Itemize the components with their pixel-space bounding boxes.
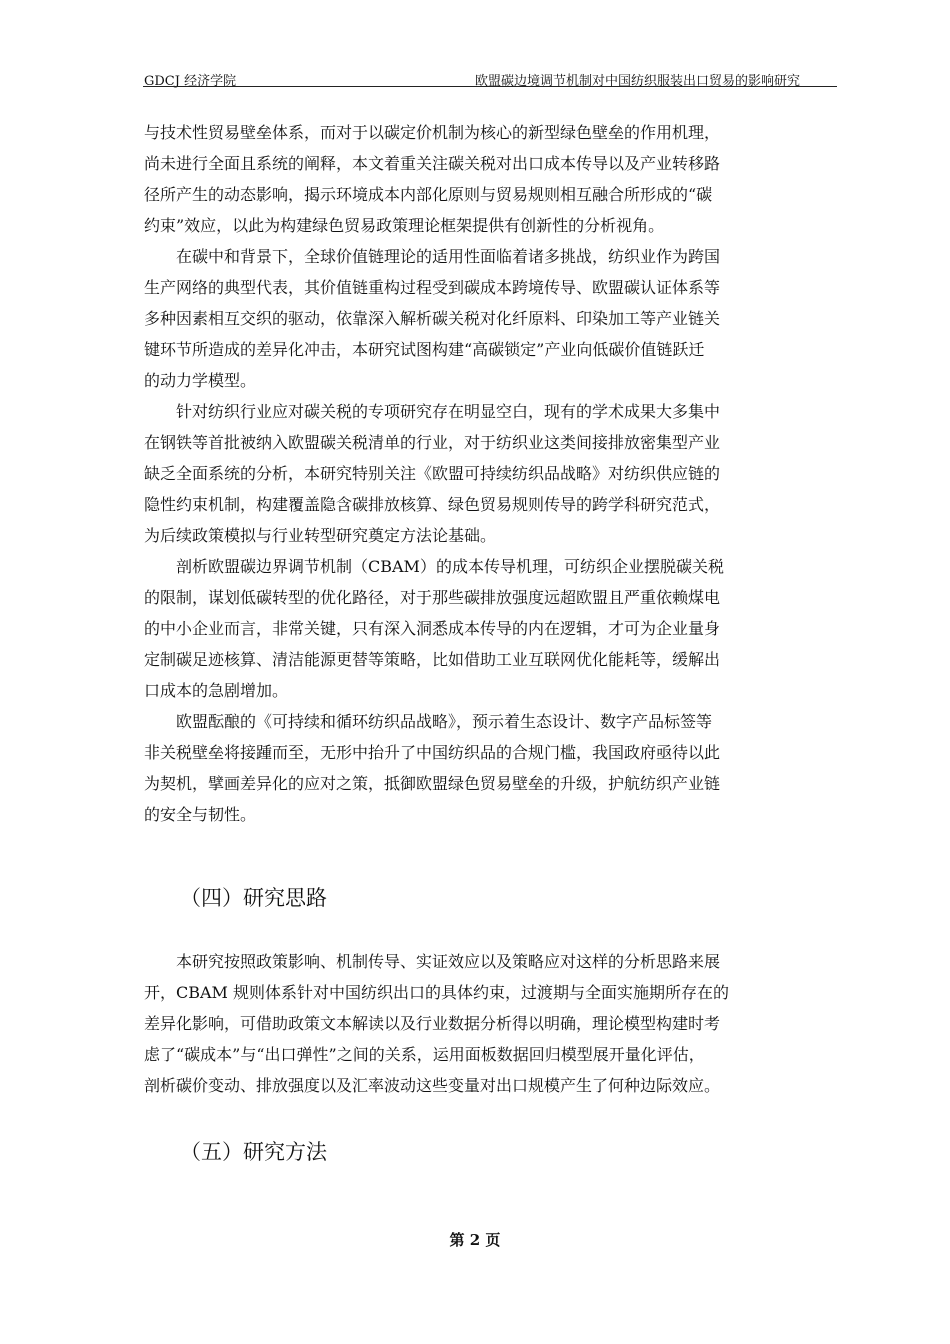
text-line: 键环节所造成的差异化冲击，本研究试图构建“高碳锁定”产业向低碳价值链跃迁 [144, 340, 705, 359]
header-paper-title: 欧盟碳边境调节机制对中国纺织服装出口贸易的影响研究 [474, 74, 800, 89]
text-line: 欧盟酝酿的《可持续和循环纺织品战略》，预示着生态设计、数字产品标签等 [144, 712, 713, 731]
text-line: 尚未进行全面且系统的阐释，本文着重关注碳关税对出口成本传导以及产业转移路 [144, 154, 721, 173]
text-line: 虑了“碳成本”与“出口弹性”之间的关系，运用面板数据回归模型展开量化评估， [144, 1045, 705, 1064]
text-line: 剖析欧盟碳边界调节机制（CBAM）的成本传导机理，可纺织企业摆脱碳关税 [144, 557, 724, 576]
body-text-research-approach [144, 946, 834, 1101]
text-line: 缺乏全面系统的分析，本研究特别关注《欧盟可持续纺织品战略》对纺织供应链的 [144, 464, 721, 483]
text-line: 剖析碳价变动、排放强度以及汇率波动这些变量对出口规模产生了何种边际效应。 [144, 1076, 721, 1095]
text-line: 径所产生的动态影响，揭示环境成本内部化原则与贸易规则相互融合所形成的“碳 [144, 185, 713, 204]
body-text-upper [144, 117, 834, 830]
text-line: 针对纺织行业应对碳关税的专项研究存在明显空白，现有的学术成果大多集中 [144, 402, 721, 421]
text-line: 在钢铁等首批被纳入欧盟碳关税清单的行业，对于纺织业这类间接排放密集型产业 [144, 433, 721, 452]
text-line: 的安全与韧性。 [144, 805, 257, 824]
text-line: 非关税壁垒将接踵而至，无形中抬升了中国纺织品的合规门槛，我国政府亟待以此 [144, 743, 721, 762]
text-line: 的限制，谋划低碳转型的优化路径，对于那些碳排放强度远超欧盟且严重依赖煤电 [144, 588, 721, 607]
section-heading-research-methods: （五）研究方法 [180, 1140, 327, 1164]
text-line: 隐性约束机制，构建覆盖隐含碳排放核算、绿色贸易规则传导的跨学科研究范式， [144, 495, 721, 514]
text-line: 口成本的急剧增加。 [144, 681, 289, 700]
page-number: 第 2 页 [449, 1231, 501, 1249]
text-line: 生产网络的典型代表，其价值链重构过程受到碳成本跨境传导、欧盟碳认证体系等 [144, 278, 721, 297]
header-school: GDCJ 经济学院 [144, 74, 237, 89]
section-heading-research-approach: （四）研究思路 [180, 886, 327, 910]
text-line: 的中小企业而言，非常关键，只有深入洞悉成本传导的内在逻辑，才可为企业量身 [144, 619, 721, 638]
text-line: 为契机，擘画差异化的应对之策，抵御欧盟绿色贸易壁垒的升级，护航纺织产业链 [144, 774, 721, 793]
text-line: 与技术性贸易壁垒体系，而对于以碳定价机制为核心的新型绿色壁垒的作用机理， [144, 123, 721, 142]
text-line: 定制碳足迹核算、清洁能源更替等策略，比如借助工业互联网优化能耗等，缓解出 [144, 650, 721, 669]
text-line: 的动力学模型。 [144, 371, 257, 390]
text-line: 多种因素相互交织的驱动，依靠深入解析碳关税对化纤原料、印染加工等产业链关 [144, 309, 721, 328]
text-line: 约束”效应，以此为构建绿色贸易政策理论框架提供有创新性的分析视角。 [144, 216, 665, 235]
header-rule [143, 86, 837, 87]
text-line: 开，CBAM 规则体系针对中国纺织出口的具体约束，过渡期与全面实施期所存在的 [144, 983, 730, 1002]
text-line: 本研究按照政策影响、机制传导、实证效应以及策略应对这样的分析思路来展 [144, 952, 721, 971]
text-line: 差异化影响，可借助政策文本解读以及行业数据分析得以明确，理论模型构建时考 [144, 1014, 721, 1033]
text-line: 在碳中和背景下，全球价值链理论的适用性面临着诸多挑战，纺织业作为跨国 [144, 247, 721, 266]
text-line: 为后续政策模拟与行业转型研究奠定方法论基础。 [144, 526, 497, 545]
